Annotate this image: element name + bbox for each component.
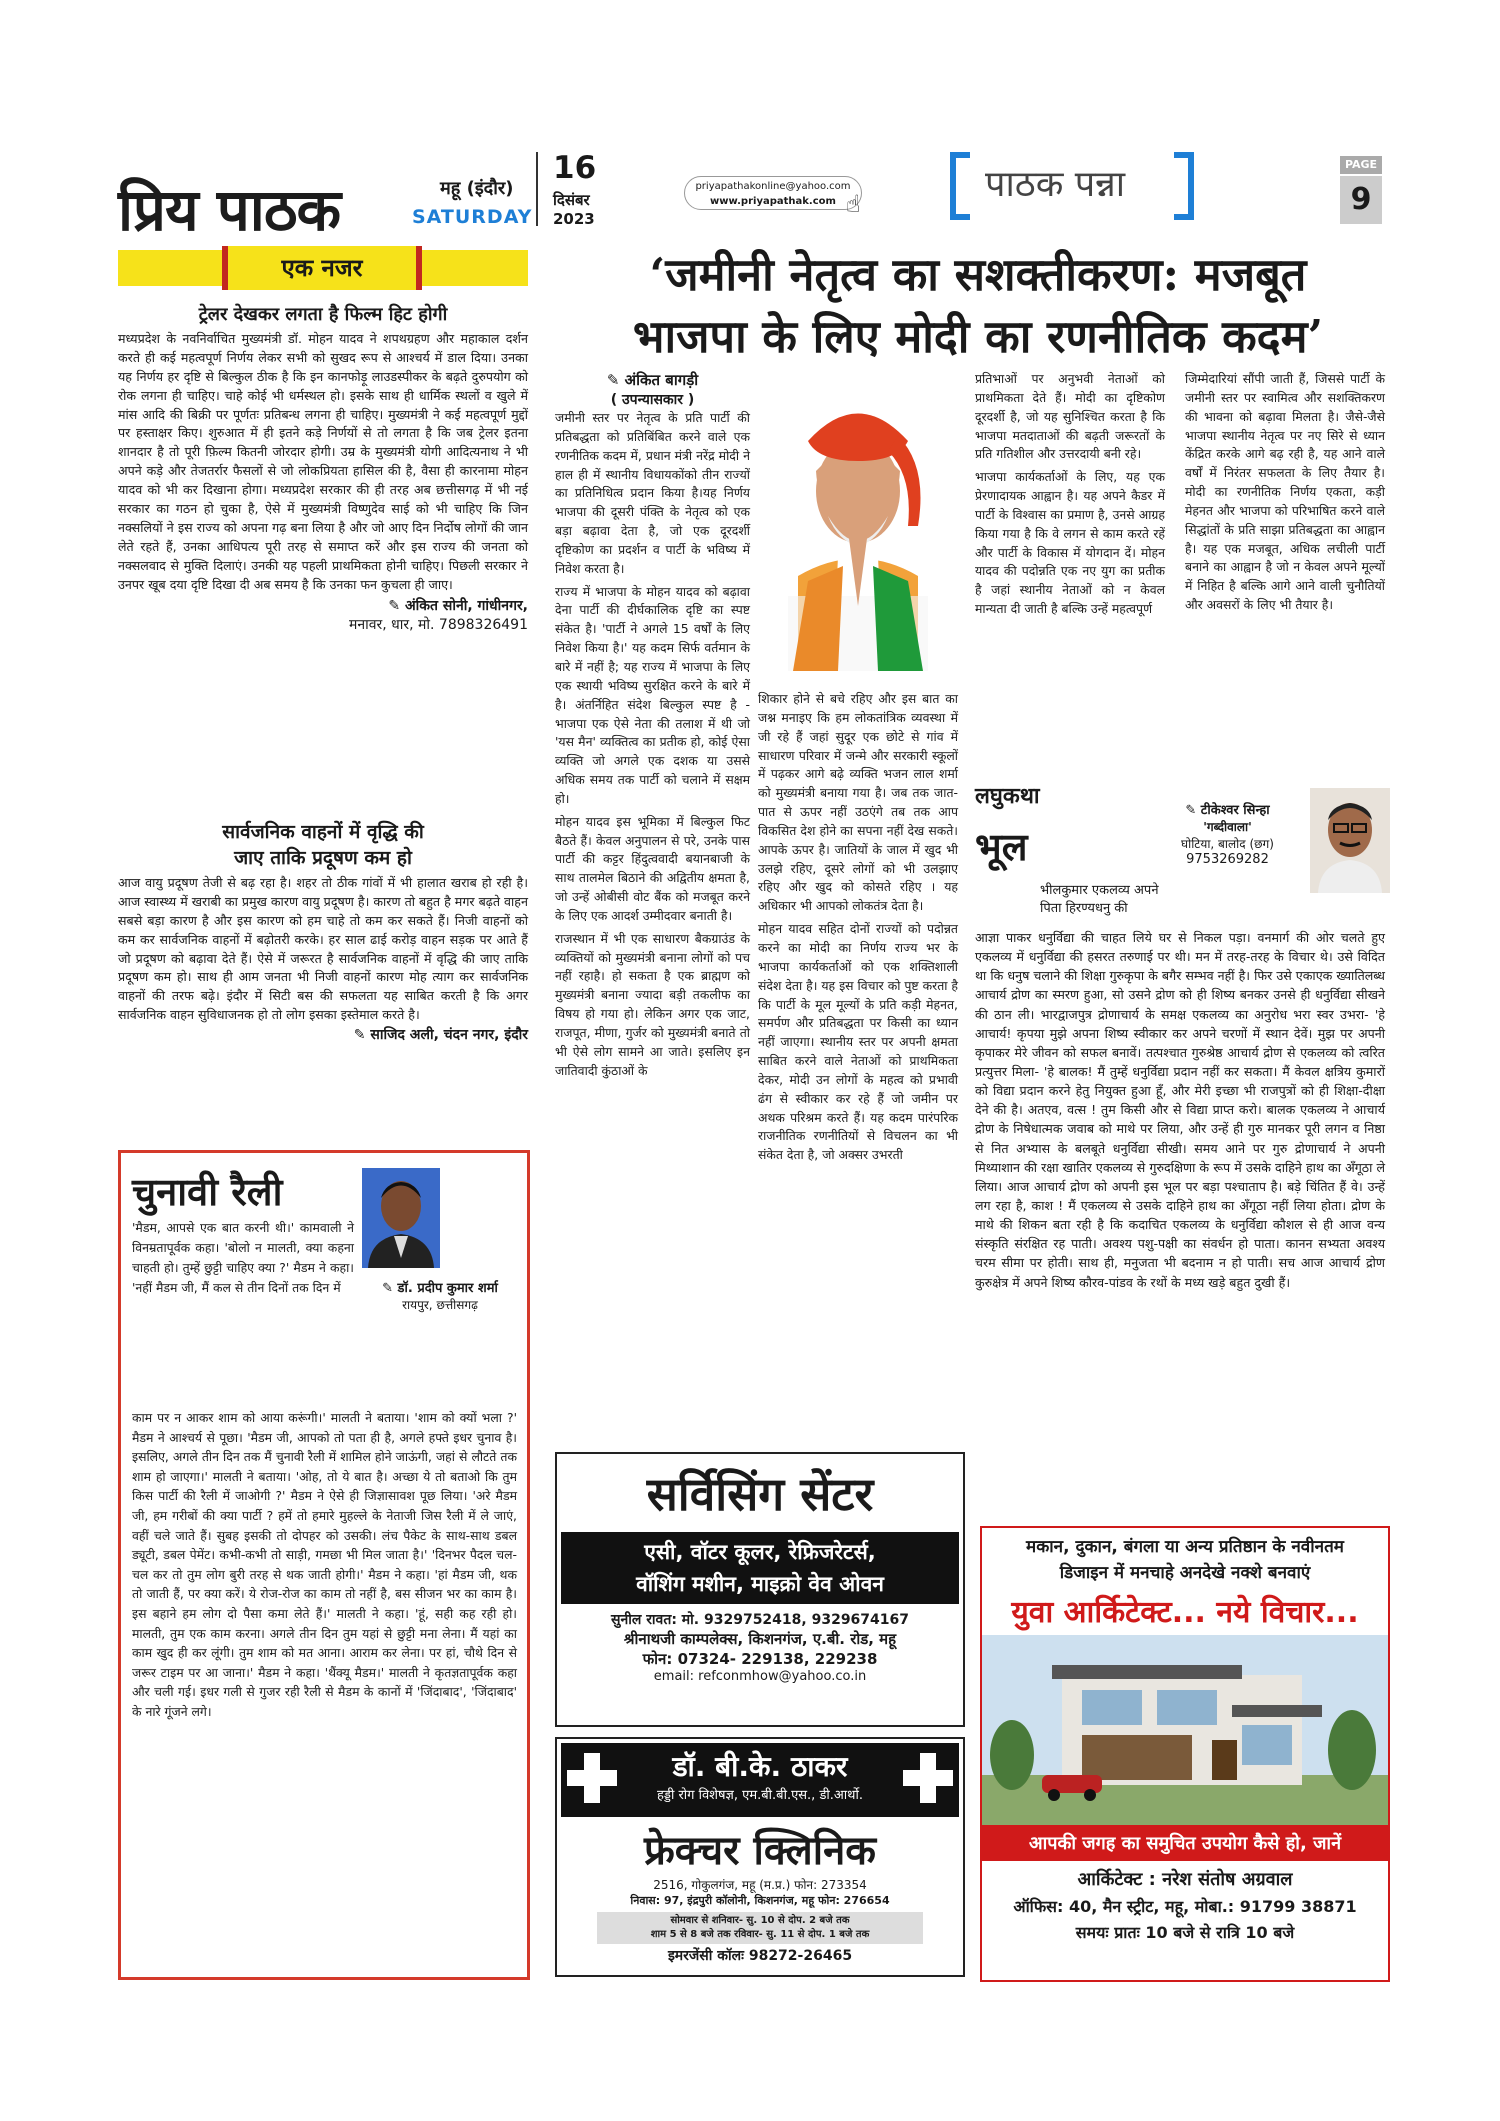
laghukatha-title: भूल <box>975 824 1028 869</box>
article-address: मनावर, धार, मो. 7898326491 <box>348 617 528 634</box>
main-col-3 <box>975 370 1165 621</box>
rally-author-place: रायपुर, छत्तीसगढ़ <box>402 1298 478 1312</box>
house-illustration <box>982 1635 1388 1825</box>
modi-photo <box>758 366 958 671</box>
website-box <box>684 176 862 210</box>
rally-byline <box>365 1278 515 1313</box>
clinic-timing1: सोमवार से शनिवार- सु. 10 से दोप. 2 बजे तक <box>670 1915 850 1926</box>
clinic-emergency: इमरजेंसी कॉलः 98272-26465 <box>667 1948 853 1964</box>
laghukatha-author: ✎ टीकेश्वर सिन्हा <box>1185 803 1270 818</box>
date-month: दिसंबर <box>553 191 590 209</box>
laghukatha-place: घोटिया, बालोद (छग) <box>1181 837 1274 851</box>
article-title-line1: सार्वजनिक वाहनों में वृद्धि की <box>222 821 424 843</box>
servicing-address: श्रीनाथजी काम्पलेक्स, किशनगंज, ए.बी. रोड, महू <box>623 1630 897 1648</box>
edition-place: महू (इंदौर) <box>440 178 514 199</box>
page-number: 9 <box>1340 176 1382 224</box>
architect-intro <box>982 1534 1388 1586</box>
laghukatha-lead: भीलकुमार एकलव्य अपने पिता हिरण्यधनु की <box>1040 883 1159 916</box>
servicing-phone: फोन: 07324- 229138, 229238 <box>642 1650 878 1668</box>
main-col1-para3: मोहन यादव इस भूमिका में बिल्कुल फिट बैठते हैं। केवल अनुपालन से परे, उनके पास पार्टी की कट्टर हिंदुत्ववादी बयानबाजी के साथ तालमेल बिठाने की अद्वितीय क्षमता है, जो उन्हें ओबीसी वोट बैंक को मजबूत करने के लिए एक आदर्श उम्मीदवार बनाती है। <box>555 813 750 923</box>
architect-name: आर्किटेक्ट : नरेश संतोष अग्रवाल <box>1077 1869 1293 1890</box>
article-author: ✎ अंकित सोनी, गांधीनगर, <box>388 598 528 615</box>
clinic-timing <box>597 1912 923 1944</box>
clinic-speciality: हड्डी रोग विशेषज्ञ, एम.बी.बी.एस., डी.आर्थो. <box>657 1788 863 1803</box>
servicing-email: email: refconmhow@yahoo.co.in <box>653 1669 867 1684</box>
rally-intro-wrap <box>132 1218 354 1297</box>
date-day: 16 <box>553 150 597 186</box>
main-col2-para1: शिकार होने से बचे रहिए और इस बात का जश्न मनाइए कि हम लोकतांत्रिक व्यवस्था में जी रहे हैं जहां सुदूर एक छोटे से गांव में साधारण परिवार में जन्मे और सरकारी स्कूलों में पढ़कर आगे बढ़े व्यक्ति भजन लाल शर्मा को मुख्यमंत्री बनाया गया है। जब तक जात-पात से ऊपर नहीं उठएंगे तब तक आप विकसित देश होने का सपना नहीं देख सकते। आपके ऊपर है। जातियों के जाल में खुद भी उलझे रहिए, दूसरे लोगों को भी उलझाए रहिए और खुद को कोसते रहिए । यह अधिकार भी आपको लोकतंत्र देता है। <box>758 691 958 914</box>
article-pollution <box>118 818 528 1044</box>
main-col3-para2: भाजपा कार्यकर्ताओं के लिए, यह एक प्रेरणादायक आह्वान है। यह अपने कैडर में पार्टी के विश्वास का प्रमाण है, उनसे आग्रह किया गया है कि वे लगन से काम करते रहें और पार्टी के विकास में योगदान दें। मोहन यादव की पदोन्नति एक नए युग का प्रतीक है जहां स्थानीय नेताओं को न केवल मान्यता दी जाती है बल्कि उन्हें महत्वपूर्ण <box>975 469 1165 617</box>
laghukatha-byline <box>1150 800 1305 867</box>
architect-office: ऑफिस: 40, मैन स्ट्रीट, महू, मोबा.: 91799 38871 <box>1013 1897 1357 1916</box>
clinic-address: 2516, गोकुलगंज, महू (म.प्र.) फोन: 273354 <box>653 1878 867 1892</box>
main-headline-line2: भाजपा के लिए मोदी का रणनीतिक कदम’ <box>632 310 1324 363</box>
section-bracket-right <box>1174 152 1194 220</box>
servicing-contact: सुनील रावत: मो. 9329752418, 9329674167 <box>610 1612 910 1628</box>
article-title-line2: जाए ताकि प्रदूषण कम हो <box>234 847 412 869</box>
rally-body-wrap <box>132 1408 517 1722</box>
weekday: SATURDAY <box>412 206 533 228</box>
cross-icon-left <box>567 1753 617 1803</box>
pointing-hand-icon: ☝ <box>846 190 861 218</box>
servicing-title: सर्विसिंग सेंटर <box>646 1467 874 1521</box>
rally-body: काम पर न आकर शाम को आया करूंगी।' मालती ने बताया। 'शाम को क्यों भला ?' मैडम ने आश्चर्य से पूछा। 'मैडम जी, आपको तो पता ही है, अगले हफ्ते इधर चुनाव है। इसलिए, अगले तीन दिन तक मैं चुनावी रैली में शामिल होने जाऊंगी, जहां से लौटते तक शाम हो जाएगा।' मालती ने बताया। 'ओह, तो ये बात है। अच्छा ये तो बताओ कि तुम किस पार्टी की रैली में जाओगी ?' मैडम ने ऐसे ही जिज्ञासावश पूछ लिया। 'अरे मैडम जी, हम गरीबों की क्या पार्टी ? हमें तो हमारे मुहल्ले के नेताजी जिस रैली में ले जाएं, वहीं चले जाते हैं। सुबह इसकी तो दोपहर को उसकी। लंच पैकेट के साथ-साथ डबल ड्यूटी, डबल पेमेंट। कभी-कभी तो साड़ी, गमछा भी मिल जाता है।' 'दिनभर पैदल चल-चल कर तो तुम लोग बुरी तरह से थक जाती होगी।' मैडम ने कहा। 'हां मैडम जी, थक तो जाती हैं, पर क्या करें। ये रोज-रोज का काम तो नहीं है, बस सीजन भर का काम है। इस बहाने हम लोग दो पैसा कमा लेते हैं।' मालती ने कहा। 'हूं, सही कह रही हो। मालती, तुम एक काम करना। अगले तीन दिन तुम यहां से छुट्टी मना लेना। मैं यहां का काम खुद ही कर लूंगी। तुम शाम को मत आना। आराम कर लेना। पर हां, चौथे दिन से जरूर टाइम पर आ जाना।' मैडम ने कहा। 'थैंक्यू मैडम।' मालती ने कृतज्ञतापूर्वक कहा और चली गई। इधर गली से गुजर रही रैली से मैडम के कानों में 'जिंदाबाद', 'जिंदाबाद' के नारे गूंजने लगे। <box>132 1410 517 1719</box>
website-url[interactable]: www.priyapathak.com <box>710 196 836 207</box>
main-col-4 <box>1185 370 1385 617</box>
main-col1-para2: राज्य में भाजपा के मोहन यादव को बढ़ावा देना पार्टी की दीर्घकालिक दृष्टि का स्पष्ट संकेत है। 'पार्टी ने अगले 15 वर्षों के लिए निवेश किया है।' यह कदम सिर्फ वर्तमान के बारे में नहीं है; यह राज्य में भाजपा के लिए एक स्थायी भविष्य सुरक्षित करने के बारे में है। अंतर्निहित संदेश बिल्कुल स्पष्ट है - भाजपा एक ऐसे नेता की तलाश में थी जो 'यस मैन' व्यक्तित्व का प्रतीक हो, कोई ऐसा व्यक्ति जो अगले एक दशक या उससे अधिक समय तक पार्टी को चलाने में सक्षम हो। <box>555 583 750 806</box>
email-address[interactable]: priyapathakonline@yahoo.com <box>695 181 851 192</box>
main-col1-para4: राजस्थान में भी एक साधारण बैकग्राउंड के व्यक्तियों को मुख्यमंत्री बनाना लोगों को पच नहीं रहाहै। हो सकता है एक ब्राह्मण को मुख्यमंत्री बनाना ज्यादा बड़ी तकलीफ का विषय हो गया हो। लेकिन अगर एक जाट, राजपूत, मीणा, गुर्जर को मुख्यमंत्री बनाते तो भी ऐसे लोग सामने आ जाते। इसलिए इन जातिवादी कुंठाओं के <box>555 930 750 1078</box>
laghukatha-author-photo <box>1310 788 1390 893</box>
clinic-doctor: डॉ. बी.के. ठाकर <box>672 1750 848 1783</box>
clinic-header <box>561 1743 959 1817</box>
main-col1-para1: जमीनी स्तर पर नेतृत्व के प्रति पार्टी की प्रतिबद्धता को प्रतिबिंबित करने वाले एक रणनीतिक कदम में, प्रधान मंत्री नरेंद्र मोदी ने हाल ही में स्थानीय विधायकोंको तीन राज्यों का प्रतिनिधित्व प्रदान किया है।यह निर्णय भाजपा की दूसरी पंक्ति के नेतृत्व को एक बड़ा बढ़ावा देता है, जो एक दूरदर्शी दृष्टिकोण का प्रदर्शन व पार्टी के भविष्य में निवेश करता है। <box>555 410 750 576</box>
servicing-ad <box>555 1452 965 1727</box>
clinic-timing2: शाम 5 से 8 बजे तक रविवार- सु. 11 से दोप. 1 बजे तक <box>650 1929 870 1940</box>
laghukatha-label: लघुकथा <box>975 784 1040 809</box>
section-name: पाठक पन्ना <box>985 164 1126 205</box>
main-headline <box>568 244 1388 368</box>
main-col3-para1: प्रतिभाओं पर अनुभवी नेताओं को प्राथमिकता देते हैं। मोदी का दृष्टिकोण दूरदर्शी है, जो यह सुनिश्चित करता है कि भाजपा मतदाताओं की बढ़ती जरूरतों के प्रति गतिशील और उत्तरदायी बनी रहे। <box>975 371 1165 462</box>
date-year: 2023 <box>553 210 595 228</box>
architect-headline: युवा आर्किटेक्ट... नये विचार... <box>1011 1595 1359 1630</box>
laghukatha-phone: 9753269282 <box>1186 852 1269 867</box>
laghukatha-body: आज्ञा पाकर धनुर्विद्या की चाहत लिये घर से निकल पड़ा। वनमार्ग की ओर चलते हुए एकलव्य में धनुर्विद्या की हसरत तरुणाई पर थी। मन में तरह-तरह के विचार थे। उसे विदित था कि धनुष चलाने की शिक्षा गुरुकृपा के बगैर सम्भव नहीं है। फिर उसे एकाएक ख्यातिलब्ध आचार्य द्रोण का स्मरण हुआ, सो उसने द्रोण को ही शिष्य बनकर उनसे ही धनुर्विद्या सीखने की ठान ली। भारद्वाजपुत्र द्रोणाचार्य के समक्ष एकलव्य का अनुरोध भरा स्वर उभरा- 'हे आचार्य! कृपया मुझे अपना शिष्य स्वीकार कर अपने चरणों में स्थान देवें। मुझ पर अपनी कृपाकर मेरे जीवन को सफल बनावें। तत्पश्चात गुरुश्रेष्ठ आचार्य द्रोण से एकलव्य को त्वरित प्रत्युत्तर मिला- 'हे बालक! मैं तुम्हें धनुर्विद्या प्रदान नहीं कर सकता। मैं केवल क्षत्रिय कुमारों को विद्या प्रदान करने हेतु नियुक्त हुआ हूँ, और मेरी इच्छा भी राजपुत्रों को ही शिक्षा-दीक्षा देने की है। अतएव, वत्स ! तुम किसी और से विद्या प्राप्त करो। बालक एकलव्य ने आचार्य द्रोण के निषेधात्मक जवाब को माथे पर लिया, और उन्हें ही गुरु मानकर पूरी लगन व निष्ठा से नित अभ्यास के बलबूते धनुर्विद्या सीखी। समय आने पर गुरु द्रोणाचार्य ने अपनी मिथ्याशान की रक्षा खातिर एकलव्य से गुरुदक्षिणा के रूप में उसके दाहिने हाथ का अँगूठा ले लिया। आज आचार्य द्रोण को अपनी इस भूल पर बड़ा पश्चाताप है। बड़े चिंतित हैं वे। उन्हें लग रहा है, काश ! मैं एकलव्य से उसके दाहिने हाथ का अँगूठा नहीं लिया होता। द्रोण के माथे की शिकन बता रही है कि कदाचित एकलव्य के धनुर्विद्या कौशल से ही आज वन्य संस्कृति संरक्षित रह पाती। अवश्य पशु-पक्षी का संवर्धन हो पाता। कानन सभ्यता अवश्य चरम सीमा पर होती। साथ ही, मनुजता भी बदनाम न हो पाती। सच आज आचार्य द्रोण कुरुक्षेत्र में अपने शिष्य कौरव-पांडव के रथों के मध्य खड़े बहुत दुखी हैं। <box>975 930 1385 1290</box>
main-headline-line1: ‘जमीनी नेतृत्व का सशक्तीकरण: मजबूत <box>649 248 1307 301</box>
main-author-role: ( उपन्यासकार ) <box>610 392 695 408</box>
clinic-ad <box>555 1737 965 1977</box>
rally-intro: 'मैडम, आपसे एक बात करनी थी।' कामवाली ने विनम्रतापूर्वक कहा। 'बोलो न मालती, क्या कहना चाहती हो। तुम्हें छुट्टी चाहिए क्या ?' मैडम ने कहा। 'नहीं मैडम जी, मैं कल से तीन दिनों तक दिन में <box>132 1220 354 1295</box>
article-author: ✎ साजिद अली, चंदन नगर, इंदौर <box>353 1027 528 1044</box>
architect-line1: मकान, दुकान, बंगला या अन्य प्रतिष्ठान के नवीनतम <box>1026 1537 1344 1557</box>
rally-author: ✎ डॉ. प्रदीप कुमार शर्मा <box>382 1281 498 1296</box>
date-divider <box>536 152 538 226</box>
main-col-1 <box>555 370 750 1083</box>
architect-banner: आपकी जगह का समुचित उपयोग कैसे हो, जानें <box>982 1825 1388 1861</box>
rally-title: चुनावी रैली <box>132 1169 283 1214</box>
architect-line2: डिजाइन में मनचाहे अनदेखे नक्शे बनवाएं <box>1059 1563 1311 1583</box>
rally-author-photo <box>362 1168 440 1268</box>
main-col4-para1: जिम्मेदारियां सौंपी जाती हैं, जिससे पार्टी के जमीनी स्तर पर स्वामित्व और सशक्तिकरण की भावना को बढ़ावा मिलता है। जैसे-जैसे भाजपा स्थानीय नेतृत्व पर नए सिरे से ध्यान केंद्रित करके आगे बढ़ रही है, यह आने वाले वर्षों में निरंतर सफलता के लिए तैयार है। मोदी का रणनीतिक निर्णय एकता, कड़ी मेहनत और भाजपा को परिभाषित करने वाले सिद्धांतों के प्रति साझा प्रतिबद्धता का आह्वान है। यह एक मजबूत, अधिक लचीली पार्टी बनाने का आह्वान है जो न केवल अपने मूल्यों में निहित है बल्कि आगे आने वाली चुनौतियों और अवसरों के लिए भी तैयार है। <box>1185 371 1385 613</box>
servicing-services <box>561 1532 959 1604</box>
laghukatha-alias: 'गब्दीवाला' <box>1203 820 1252 834</box>
servicing-line2: वॉशिंग मशीन, माइक्रो वेव ओवन <box>636 1572 884 1596</box>
article-trailer <box>118 302 528 634</box>
eknazar-label: एक नजर <box>222 246 422 290</box>
article-body: मध्यप्रदेश के नवनिर्वाचित मुख्यमंत्री डॉ. मोहन यादव ने शपथग्रहण और महाकाल दर्शन करते ही कई महत्वपूर्ण निर्णय लेकर सभी को सुखद रूप से आश्चर्य में डाल दिया। उनका यह निर्णय हर दृष्टि से बिल्कुल ठीक है कि इन कानफोड़ू लाउडस्पीकर के बढ़ते दुरुपयोग को रोक लगना ही चाहिए। चाहे कोई भी धर्मस्थल हो। इसके साथ ही धार्मिक स्थलों व खुले में मांस आदि की बिक्री पर पूर्णतः प्रतिबन्ध लगना ही चाहिए। मुख्यमंत्री ने कई महत्वपूर्ण मुद्दों पर हस्ताक्षर किए। शुरुआत में ही इतने कड़े निर्णयों से तो लगता है कि जब ट्रेलर इतना शानदार है तो पूरी फ़िल्म कितनी जोरदार होगी। उम्र के मुख्यमंत्री योगी आदित्यनाथ ने भी अपने कड़े और तेजतर्रार फैसलों से जो लोकप्रियता हासिल की है, वैसा ही कारनामा मोहन यादव को भी कर दिखाना होगा। मध्यप्रदेश सरकार की ही तरह अब छत्तीसगढ़ में भी नई सरकार का गठन हो चुका है, ऐसे में मुख्यमंत्री विष्णुदेव साई को भी चाहिए कि जिन नक्सलियों ने इस राज्य को अपना गढ़ बना लिया है और जो आए दिन निर्दोष लोगों की जान लेते रहते हैं, उनका आधिपत्य पूरी तरह से समाप्त करें और इस राज्य की जनता को नक्सलवाद से मुक्ति दिलाएं। उनकी यह पहली प्राथमिकता होनी चाहिए। पिछली सरकार ने उनपर खूब दया दृष्टि दिखा दी अब समय है कि उनका फन कुचला ही जाए। <box>118 331 528 592</box>
architect-time: समयः प्रातः 10 बजे से रात्रि 10 बजे <box>1075 1923 1295 1942</box>
clinic-residence: निवास: 97, इंद्रपुरी कॉलोनी, किशनगंज, महू फोन: 276654 <box>630 1894 890 1907</box>
clinic-name: फ्रेक्चर क्लिनिक <box>643 1827 877 1874</box>
main-col2-para2: मोहन यादव सहित दोनों राज्यों को पदोन्नत करने का मोदी का निर्णय राज्य भर के भाजपा कार्यकर्ताओं को एक शक्तिशाली संदेश देता है। यह इस विचार को पुष्ट करता है कि पार्टी के मूल मूल्यों के प्रति कड़ी मेहनत, समर्पण और प्रतिबद्धता पर किसी का ध्यान नहीं जाएगा। स्थानीय स्तर पर अपनी क्षमता साबित करने वाले नेताओं को प्राथमिकता देकर, मोदी उन लोगों के महत्व को प्रभावी ढंग से स्वीकार कर रहे हैं जो जमीन पर अथक परिश्रम करते हैं। यह कदम पारंपरिक राजनीतिक रणनीतियों से विचलन का भी संकेत देता है, जो अक्सर उभरती <box>758 921 958 1163</box>
article-title: ट्रेलर देखकर लगता है फिल्म हिट होगी <box>198 304 448 325</box>
architect-ad <box>980 1526 1390 1982</box>
newspaper-logo: प्रिय पाठक <box>118 176 341 244</box>
main-author: ✎ अंकित बागड़ी <box>606 371 699 389</box>
servicing-line1: एसी, वॉटर कूलर, रेफ्रिजरेटर्स, <box>644 1540 876 1564</box>
cross-icon-right <box>903 1753 953 1803</box>
section-bracket-left <box>950 152 970 220</box>
article-body: आज वायु प्रदूषण तेजी से बढ़ रहा है। शहर तो ठीक गांवों में भी हालात खराब हो रही है। आज स्वास्थ्य में खराबी का प्रमुख कारण वायु प्रदूषण है। कारण तो बहुत है मगर बढ़ते वाहन सबसे बड़ा कारण है और इस कारण को हम चाहे तो कम कर सकते हैं। निजी वाहनों को कम कर सार्वजनिक वाहनों में बढ़ोतरी करके। हर साल ढाई करोड़ वाहन सड़क पर आते हैं जो प्रदूषण को बढ़ावा देते हैं। ऐसे में जरूरत है सार्वजनिक वाहनों में वृद्धि की जाए ताकि प्रदूषण कम हो। साथ ही आम जनता भी निजी वाहनों कारण मोह त्याग कर सार्वजनिक वाहनों की तरफ बढ़े। इंदौर में सिटी बस की सफलता यह साबित करती है कि अगर सार्वजनिक वाहन सुविधाजनक हो तो लोग इसका इस्तेमाल करते है। <box>118 875 528 1023</box>
page-label: PAGE <box>1340 156 1382 174</box>
laghukatha-body-wrap <box>975 928 1385 1292</box>
main-col-2 <box>758 690 958 1167</box>
